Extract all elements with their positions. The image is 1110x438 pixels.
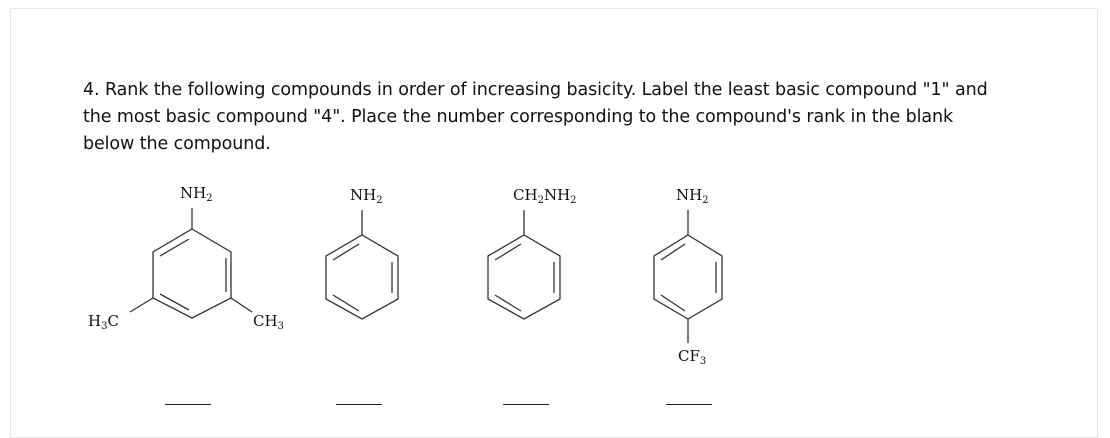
- compound-1-nh2-label: $NH_2$: [180, 184, 213, 204]
- compound-4-nh2-label: $NH_2$: [676, 186, 709, 206]
- question-line-2: the most basic compound "4". Place the number corresponding to the compound's rank in the blank: [83, 107, 954, 127]
- compound-1-right-bond: [231, 298, 252, 312]
- compound-3-answer-blank[interactable]: [503, 404, 549, 405]
- compound-2-answer-blank[interactable]: [336, 404, 382, 405]
- compound-2-ring: [326, 210, 398, 319]
- compound-1-left-bond: [130, 298, 153, 312]
- question-line-1: 4. Rank the following compounds in order of increasing basicity. Label the least basic compound "1" and: [83, 80, 988, 100]
- compound-1-ch3-label: $CH_3$: [253, 312, 284, 332]
- compound-2-nh2-label: $NH_2$: [350, 186, 383, 206]
- compound-3-ch2nh2-label: $CH_2NH_2$: [513, 186, 577, 206]
- compound-3-ring: [488, 210, 560, 319]
- compound-4-answer-blank[interactable]: [666, 404, 712, 405]
- compound-4-cf3-label: $CF_3$: [678, 347, 707, 367]
- compound-1-h3c-label: $H_3C$: [88, 312, 119, 332]
- compound-1-answer-blank[interactable]: [165, 404, 211, 405]
- question-line-3: below the compound.: [83, 134, 271, 154]
- compound-1-ring: [130, 208, 252, 318]
- compound-4-ring: [654, 210, 722, 343]
